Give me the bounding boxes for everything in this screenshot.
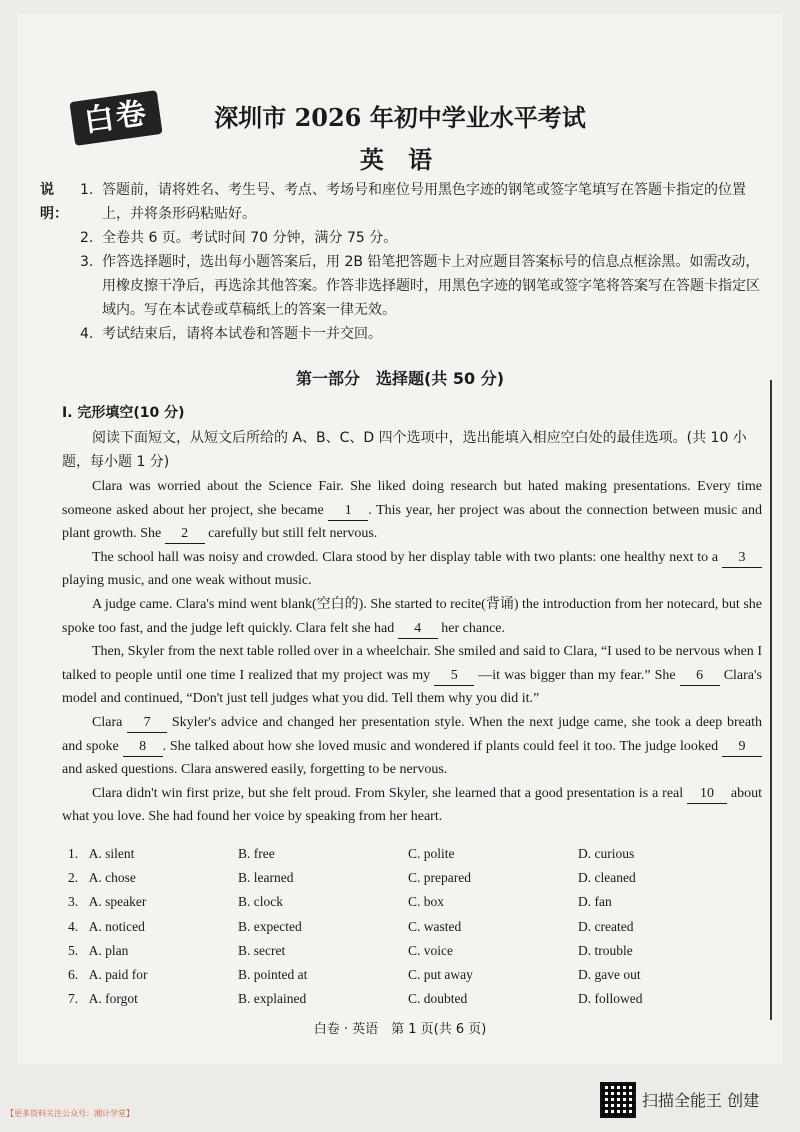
option-c: C. polite (408, 846, 455, 861)
instruction-item (40, 178, 760, 226)
option-d: D. trouble (578, 942, 633, 958)
option-row: 7. A. forgot B. explained C. doubted D. followed (68, 987, 748, 1011)
blank: 1 (328, 502, 368, 521)
option-d: D. created (578, 918, 634, 934)
option-c: C. prepared (408, 870, 471, 886)
option-b: B. free (238, 846, 275, 861)
option-b: B. pointed at (238, 966, 308, 982)
instruction-text: 考试结束后，请将本试卷和答题卡一并交回。 (102, 326, 382, 342)
instruction-item (40, 226, 760, 250)
instruction-num: 4. (80, 326, 94, 342)
option-d: D. cleaned (578, 870, 636, 886)
option-a: A. forgot (88, 991, 138, 1007)
option-c: C. doubted (408, 991, 468, 1007)
option-d: D. followed (578, 991, 643, 1007)
blank: 5 (434, 667, 474, 686)
option-c: C. put away (408, 966, 473, 982)
option-row: 2. A. chose B. learned C. prepared D. cleaned (68, 866, 748, 890)
page-footer: 白卷 · 英语 第 1 页(共 6 页) (313, 1022, 487, 1037)
option-c: C. wasted (408, 918, 462, 934)
option-a: A. silent (88, 846, 135, 861)
blank: 6 (680, 667, 720, 686)
option-d: D. curious (578, 846, 635, 861)
option-d: D. gave out (578, 966, 641, 982)
cloze-passage (62, 475, 762, 829)
blank: 9 (722, 738, 762, 757)
option-a: A. speaker (88, 894, 147, 910)
option-b: B. expected (238, 918, 302, 934)
option-b: B. clock (238, 894, 283, 910)
instructions-label: 说明： (40, 182, 68, 222)
exam-title: 深圳市 2026 年初中学业水平考试 (214, 103, 586, 132)
paragraph: The school hall was noisy and crowded. Clara stood by her display table with two plants: one healthy next to a 3 playing music, and one weak without music. (62, 546, 762, 593)
option-a: A. noticed (88, 918, 145, 934)
instruction-item (40, 250, 760, 322)
option-d: D. fan (578, 894, 612, 910)
option-row: 5. A. plan B. secret C. voice D. trouble (68, 939, 748, 963)
exam-subject: 英 语 (359, 145, 441, 174)
paper-stamp: 白卷 (69, 90, 162, 146)
instruction-num: 3. (80, 254, 94, 270)
directions: 阅读下面短文，从短文后所给的 A、B、C、D 四个选项中，选出能填入相应空白处的最佳选项。(共 10 小题，每小题 1 分) (62, 430, 747, 470)
paragraph: A judge came. Clara's mind went blank(空白的). She started to recite(背诵) the introduction from her notecard, but she spoke too fast, and the judge left quickly. Clara felt she had 4 her chance. (62, 593, 762, 640)
option-c: C. box (408, 894, 445, 910)
blank: 4 (398, 620, 438, 639)
margin-line (770, 380, 772, 1020)
part-title: Ⅰ. 完形填空(10 分) (62, 405, 185, 421)
option-c: C. voice (408, 942, 453, 958)
blank: 10 (687, 785, 727, 804)
watermark-text: 【更多资料关注公众号：湘计学堂】 (6, 1109, 134, 1118)
section-title: 第一部分 选择题(共 50 分) (295, 369, 505, 388)
instruction-text: 全卷共 6 页。考试时间 70 分钟，满分 75 分。 (102, 230, 398, 246)
paragraph: Clara didn't win first prize, but she felt proud. From Skyler, she learned that a good presentation is a real 10 about what you love. She had found her voice by speaking from her heart. (62, 785, 762, 825)
option-row: 3. A. speaker B. clock C. box D. fan (68, 890, 748, 914)
option-row: 4. A. noticed B. expected C. wasted D. created (68, 915, 748, 939)
paragraph: Then, Skyler from the next table rolled over in a wheelchair. She smiled and said to Clara, “I used to be nervous when I talked to people until one time I realized that my project was my 5 —it was bigger than my fear.” She 6 Clara's model and continued, “Don't just tell judges what you did. Tell them why you did it.” (62, 644, 762, 707)
option-row: 1. A. silent B. free C. polite D. curious (68, 842, 748, 866)
instruction-text: 作答选择题时，选出每小题答案后，用 2B 铅笔把答题卡上对应题目答案标号的信息点框涂黑。如需改动，用橡皮擦干净后，再选涂其他答案。作答非选择题时，用黑色字迹的钢笔或签字笔将答案写在答题卡指定区域内。写在本试卷或草稿纸上的答案一律无效。 (102, 254, 760, 318)
instruction-text: 答题前，请将姓名、考生号、考点、考场号和座位号用黑色字迹的钢笔或签字笔填写在答题卡指定的位置上，并将条形码粘贴好。 (102, 182, 746, 222)
instructions (40, 178, 760, 346)
instruction-item (40, 322, 760, 346)
blank: 7 (127, 714, 167, 733)
scanner-credit: 扫描全能王 创建 (642, 1091, 760, 1110)
blank: 2 (165, 525, 205, 544)
instruction-num: 2. (80, 230, 94, 246)
paragraph: Clara was worried about the Science Fair. She liked doing research but hated making presentations. Every time someone asked about her project, she became 1 . This year, her project was about the connection between music and plant growth. She 2 carefully but still felt nervous. (62, 475, 762, 546)
answer-options (68, 842, 748, 1011)
option-row: 6. A. paid for B. pointed at C. put away D. gave out (68, 963, 748, 987)
option-b: B. explained (238, 991, 307, 1007)
option-b: B. learned (238, 870, 294, 886)
option-a: A. paid for (88, 966, 148, 982)
option-a: A. chose (88, 870, 136, 886)
qr-code-icon (600, 1082, 636, 1118)
instruction-num: 1. (80, 182, 94, 198)
option-b: B. secret (238, 942, 286, 958)
blank: 8 (123, 738, 163, 757)
blank: 3 (722, 549, 762, 568)
paragraph: Clara 7 Skyler's advice and changed her presentation style. When the next judge came, she took a deep breath and spoke 8 . She talked about how she loved music and wondered if plants could feel it too. The judge looked 9 and asked questions. Clara answered easily, forgetting to be nervous. (62, 714, 762, 778)
option-a: A. plan (88, 942, 129, 958)
